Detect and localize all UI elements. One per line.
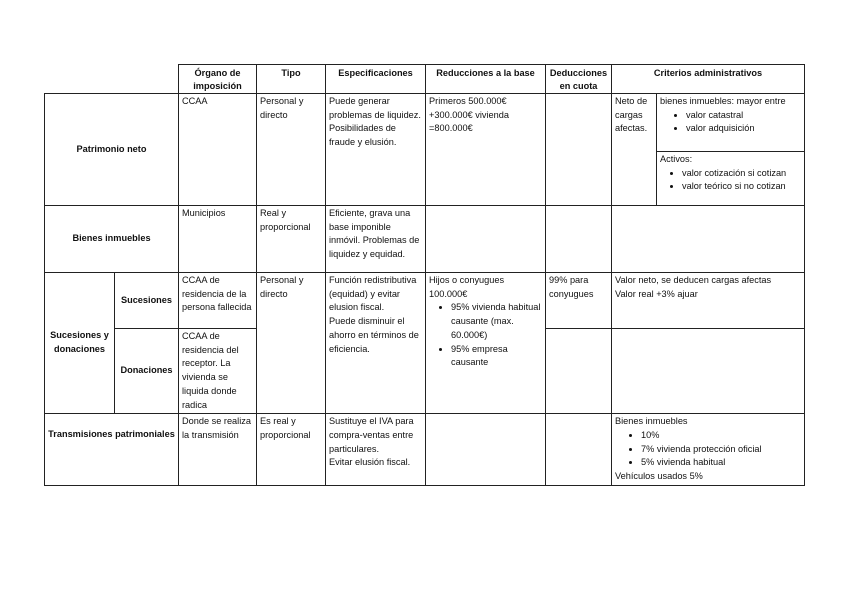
transmisiones-especificaciones [326,414,426,486]
list-item: • valor catastral [686,109,801,123]
sub-label-sucesiones: Sucesiones [115,273,179,329]
row-label-sucesiones-donaciones: Sucesiones y donaciones [45,273,115,414]
donaciones-criterios [612,329,805,414]
patrimonio-organo: CCAA [179,94,257,206]
transmisiones-criterios-title: Bienes inmuebles [615,416,688,427]
row-bienes [45,206,805,273]
sucesiones-organo: CCAA de residencia de la persona fallecida [179,273,257,329]
header-reducciones: Reducciones a la base [426,65,546,94]
bienes-organo: Municipios [179,206,257,273]
patrimonio-criterio-left: Neto de cargas afectas. [612,94,657,206]
sucesiones-tipo: Personal y directo [257,273,326,414]
list-item: • 5% vivienda habitual [641,456,801,470]
activos-criterio-list [660,167,801,194]
row-label-transmisiones: Transmisiones patrimoniales [45,414,179,486]
sub-label-donaciones: Donaciones [115,329,179,414]
header-empty [45,65,179,94]
transmisiones-tipo: Es real y proporcional [257,414,326,486]
transmisiones-criterios-list [615,429,801,470]
header-criterios: Criterios administrativos [612,65,805,94]
patrimonio-criterios-inner [657,94,804,195]
bienes-criterio-list [660,109,801,136]
donaciones-organo: CCAA de residencia del receptor. La vivienda se liquida donde radica [179,329,257,414]
bienes-deducciones [546,206,612,273]
transmisiones-espec-1: Sustituye el IVA para compra-ventas entre particulares. [329,416,414,454]
activos-criterio [657,152,804,196]
header-deducciones: Deducciones en cuota [546,65,612,94]
tax-comparison-table [44,64,805,486]
patrimonio-reducciones: Primeros 500.000€ +300.000€ vivienda =800.000€ [426,94,546,206]
transmisiones-criterios-footer: Vehículos usados 5% [615,471,703,482]
row-label-patrimonio: Patrimonio neto [45,94,179,206]
sucesiones-criterio-1: Valor neto, se deducen cargas afectas [615,275,772,285]
list-item: • valor cotización si cotizan [682,167,801,181]
sucesiones-espec-1: Función redistributiva (equidad) y evitar elusion fiscal. [329,275,417,313]
patrimonio-tipo: Personal y directo [257,94,326,206]
sucesiones-especificaciones [326,273,426,414]
list-item: • 10% [641,429,801,443]
sucesiones-deducciones: 99% para conyugues [546,273,612,329]
header-tipo: Tipo [257,65,326,94]
bienes-tipo: Real y proporcional [257,206,326,273]
patrimonio-especificaciones [326,94,426,206]
sucesiones-reducciones [426,273,546,414]
donaciones-deducciones [546,329,612,414]
patrimonio-deducciones [546,94,612,206]
transmisiones-organo: Donde se realiza la transmisión [179,414,257,486]
sucesiones-criterios [612,273,805,329]
patrimonio-criterios-right [657,94,805,206]
row-patrimonio [45,94,805,206]
list-item: • 95% vivienda habitual causante (max. 60.000€) [451,301,542,342]
bienes-especificaciones: Eficiente, grava una base imponible inmóvil. Problemas de liquidez y equidad. [326,206,426,273]
transmisiones-criterios [612,414,805,486]
sucesiones-reducciones-list [429,301,542,370]
list-item: • 7% vivienda protección oficial [641,443,801,457]
sucesiones-reducciones-title: Hijos o conyugues 100.000€ [429,275,505,299]
row-transmisiones [45,414,805,486]
bienes-criterio-title: bienes inmuebles: mayor entre [660,96,786,106]
transmisiones-espec-2: Evitar elusión fiscal. [329,457,411,468]
transmisiones-reducciones [426,414,546,486]
header-especificaciones: Especificaciones [326,65,426,94]
bienes-criterios [612,206,805,273]
sucesiones-espec-2: Puede disminuir el ahorro en términos de eficiencia. [329,316,419,354]
row-label-bienes: Bienes inmuebles [45,206,179,273]
patrimonio-espec-2: Posibilidades de fraude y elusión. [329,123,397,148]
bienes-reducciones [426,206,546,273]
transmisiones-deducciones [546,414,612,486]
row-sucesiones [45,273,805,329]
list-item: • 95% empresa causante [451,343,542,370]
list-item: • valor adquisición [686,122,801,136]
header-row [45,65,805,94]
header-organo: Órgano de imposición [179,65,257,94]
sucesiones-criterio-2: Valor real +3% ajuar [615,288,698,299]
patrimonio-espec-1: Puede generar problemas de liquidez. [329,96,421,120]
bienes-inmuebles-criterio [657,94,804,152]
list-item: • valor teórico si no cotizan [682,180,801,194]
activos-criterio-title: Activos: [660,154,693,164]
